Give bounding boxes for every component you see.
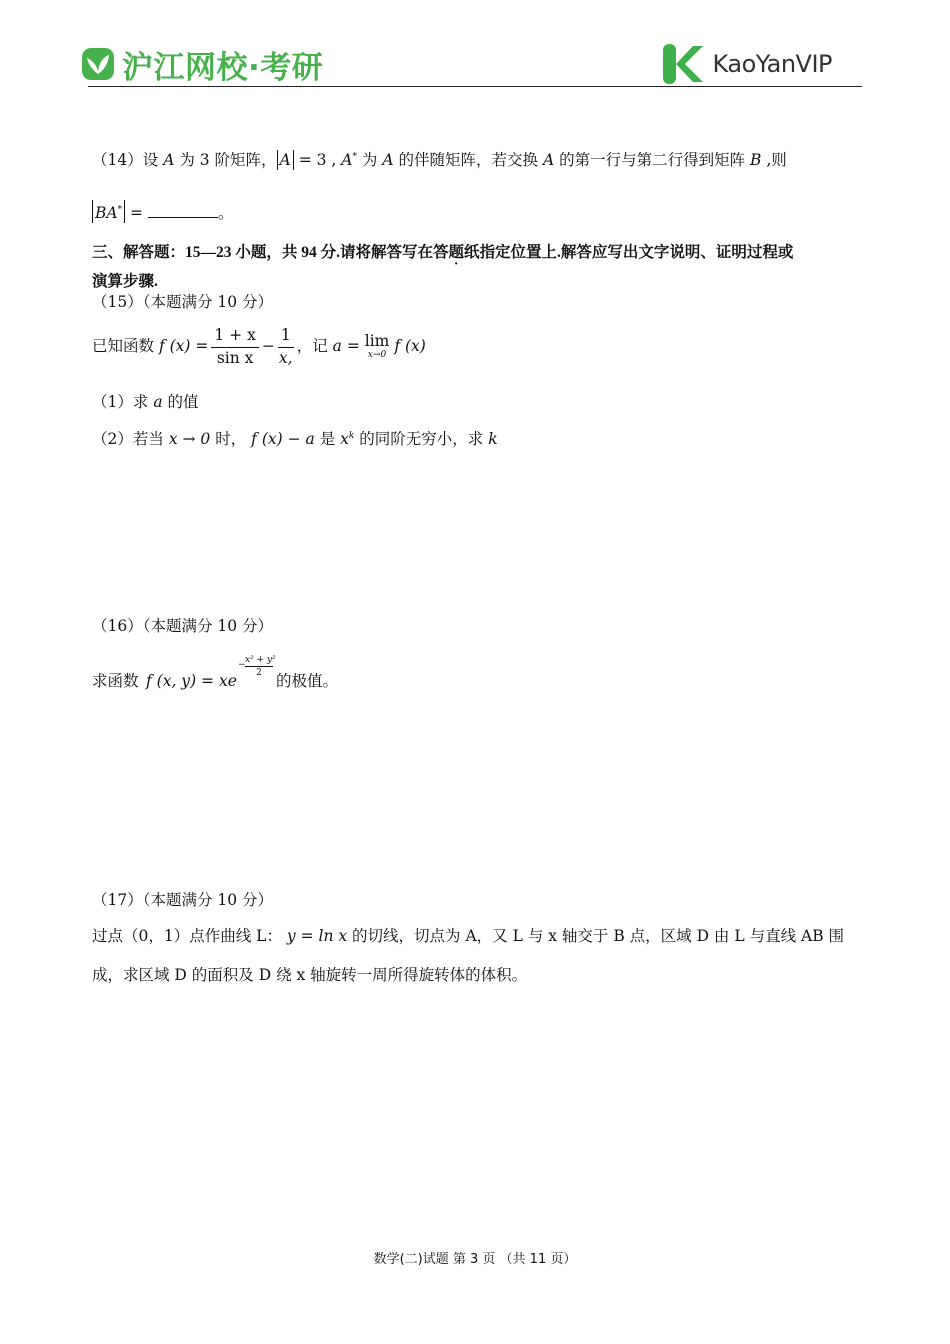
q15-comma: ，记	[296, 337, 328, 356]
q14-var-b: B	[750, 151, 762, 169]
q14-text-e: 为	[361, 151, 378, 169]
q15-frac1-num: 1 + x	[211, 328, 258, 348]
q15-fx: f (x) =	[158, 337, 209, 356]
q15-lim-sub: x→0	[367, 349, 387, 360]
q15-part2-k: k	[348, 431, 355, 441]
q14-ba-var: BA	[95, 204, 118, 223]
q15-a-eq: a =	[332, 337, 360, 356]
q17-title: （17）（本题满分 10 分）	[92, 891, 274, 909]
q16-exp-frac	[245, 655, 276, 678]
q15-frac2	[278, 328, 294, 366]
q14-var-a: A	[163, 151, 175, 169]
header-rule	[88, 86, 862, 87]
section3-text-a: 三、解答题：15—23 小题，共 94 分.请将解答写在	[92, 244, 434, 261]
q16-intro: 求函数	[92, 672, 139, 690]
q15-frac2-num: 1	[278, 328, 294, 348]
q15-frac1-den: sin x	[216, 348, 254, 367]
q15-part2-b: 时，	[215, 430, 247, 449]
q15-intro: 已知函数	[92, 337, 155, 356]
kaoyanvip-logo	[663, 44, 832, 84]
q14-text-k: ,则	[766, 151, 787, 169]
section3-text-b: 指定位置上.解答应写出文字说明、证明过程或	[479, 244, 794, 261]
leaf-icon	[80, 46, 116, 82]
q15-part2-c: 是	[319, 430, 336, 449]
q15-frac2-den: x,	[278, 348, 293, 367]
q15-part1-var: a	[153, 393, 163, 411]
q15-part2-expr2: f (x) − a	[251, 430, 315, 449]
q14-end: 。	[217, 204, 234, 223]
q14-text-g: 的伴随矩阵，若交换	[398, 151, 539, 169]
q16-fxy: f (x, y) = xe	[146, 672, 237, 690]
q15-part2	[92, 432, 498, 448]
q17-eq: y = ln x	[286, 927, 348, 945]
q14-text-a: 设	[142, 151, 159, 169]
q16-exp-minus: −	[238, 660, 246, 670]
q14-text-c: 为 3 阶矩阵，	[179, 151, 277, 169]
q15-part2-kvar: k	[488, 430, 498, 449]
k-logo-icon	[663, 44, 703, 84]
q14-line1: （14）设 A 为 3 阶矩阵， A = 3 , A* 为 A 的伴随矩阵，若交换 A 的第一行与第二行得到矩阵 B ,则	[92, 151, 787, 169]
q14-text-d: = 3 ,	[298, 151, 337, 169]
huijiang-logo	[80, 44, 323, 84]
q16-title: （16）（本题满分 10 分）	[92, 617, 274, 635]
q15-part1-a: （1）求	[92, 393, 149, 411]
q15-part1-b: 的值	[167, 393, 199, 411]
section3-line1	[92, 240, 793, 262]
q15-part1	[92, 395, 199, 411]
q15-part2-expr: x → 0	[168, 430, 211, 449]
q15-minus: −	[261, 337, 275, 356]
q15-part2-x: x	[340, 430, 349, 449]
q15-part2-a: （2）若当	[92, 430, 164, 449]
q14-line2	[92, 200, 233, 223]
page-footer: 数学(二)试题 第 3 页 （共 11 页）	[373, 1252, 577, 1267]
q15-part2-d: 的同阶无穷小，求	[359, 430, 484, 449]
q14-text-i: 的第一行与第二行得到矩阵	[559, 151, 746, 169]
q14-astar: A	[341, 151, 353, 169]
q17-text-a: 过点（0，1）点作曲线 L：	[92, 927, 282, 945]
q16-exp-num: x² + y²	[245, 655, 276, 665]
q14-number: （14）	[92, 151, 143, 169]
q15-title: （15）（本题满分 10 分）	[92, 293, 274, 311]
q15-lim-word: lim	[364, 332, 390, 351]
q15-definition	[92, 328, 426, 366]
q17-line1	[92, 929, 844, 945]
q14-var-h: A	[542, 151, 555, 169]
q14-abs-a-var: A	[279, 151, 291, 169]
brand-right-text: KaoYanVIP	[712, 50, 832, 78]
q17-text-b: 的切线，切点为 A，又 L 与 x 轴交于 B 点，区域 D 由 L 与直线 AB 围	[352, 927, 845, 945]
q14-abs-a	[277, 150, 294, 170]
q14-var-f: A	[382, 151, 394, 169]
section3-emphasis: 答题纸	[433, 244, 480, 261]
q15-lim-f: f (x)	[394, 337, 426, 356]
q17-line2: 成，求区域 D 的面积及 D 绕 x 轴旋转一周所得旋转体的体积。	[92, 966, 528, 984]
q15-frac1	[211, 328, 258, 366]
q16-tail: 的极值。	[276, 672, 339, 690]
q14-abs-ba: BA*	[92, 200, 125, 223]
q16-exp-den: 2	[256, 668, 262, 678]
q14-answer-blank	[148, 205, 218, 218]
brand-left-text: 沪江网校·考研	[122, 49, 324, 86]
section3-line2: 演算步骤.	[92, 273, 158, 290]
q14-eq: =	[130, 204, 144, 223]
q15-lim	[365, 334, 390, 360]
